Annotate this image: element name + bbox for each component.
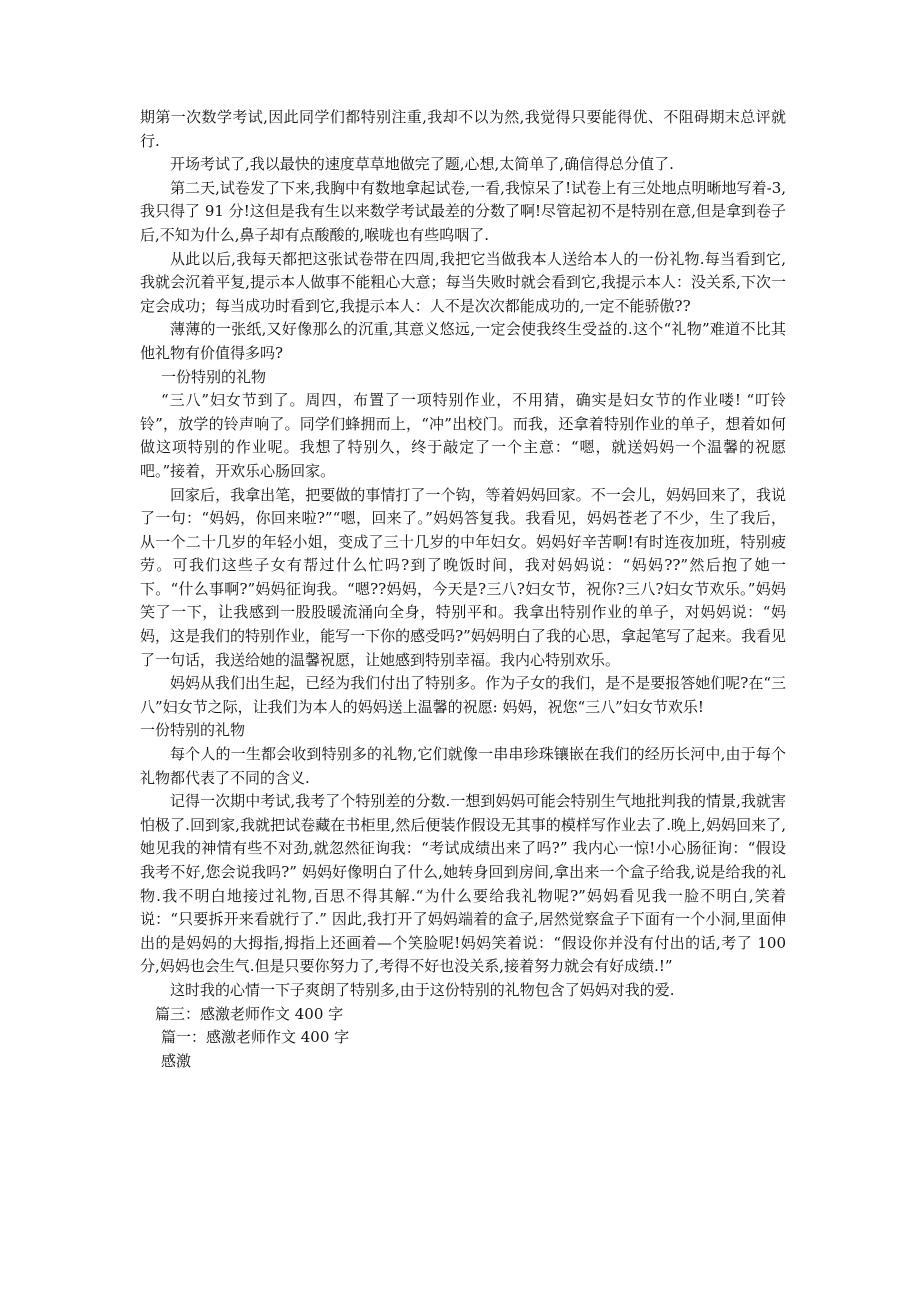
paragraph-gift-value: 薄薄的一张纸,又好像那么的沉重,其意义悠远,一定会使我终生受益的.这个“礼物”难道不比其他礼物有价值得多吗? <box>140 320 786 362</box>
paragraph-repay-mother: 妈妈从我们出生起，已经为我们付出了特别多。作为子女的我们，是不是要报答她们呢?在“三八”妇女节之际，让我们为本人的妈妈送上温馨的祝愿: 妈妈，祝您“三八”妇女节欢乐! <box>140 674 786 716</box>
section-title-special-gift: 一份特别的礼物 <box>161 367 267 386</box>
paragraph-gift-reminder: 从此以后,我每天都把这张试卷带在四周,我把它当做我本人送给本人的一份礼物.每当看到它,我就会沉着平复,提示本人做事不能粗心大意；每当失败时就会看到它,我提示本人：没关系,下次一定会成功；每当成功时看到它,我提示本人：人不是次次都能成功的,一定不能骄傲?? <box>140 249 786 315</box>
paragraph-many-gifts: 每个人的一生都会收到特别多的礼物,它们就像一串串珍珠镶嵌在我们的经历长河中,由于每个礼物都代表了不同的含义. <box>140 745 786 787</box>
paragraph-mood-cleared: 这时我的心情一下子爽朗了特别多,由于这份特别的礼物包含了妈妈对我的爱. <box>170 980 675 999</box>
document-page <box>140 106 786 1073</box>
section-subtitle-gratitude: 感激 <box>161 1051 192 1070</box>
paragraph-exam-intro: 期第一次数学考试,因此同学们都特别注重,我却不以为然,我觉得只要能得优、不阻碍期末总评就行. <box>140 108 786 150</box>
paragraph-mother-home: 回家后，我拿出笔，把要做的事情打了一个钩，等着妈妈回家。不一会儿，妈妈回来了，我说了一句：“妈妈，你回来啦?”“嗯，回来了。”妈妈答复我。我看见，妈妈苍老了不少，生了我后， 从一个二十几岁的年轻小姐，变成了三十几岁的中年妇女。妈妈好辛苦啊!有时连夜加班，特别疲劳。可我们这些子女有帮过什么忙吗?到了晚饭时间，我对妈妈说：“妈妈??”然后抱了她一下。“什么事啊?”妈妈征询我。“嗯??妈妈，今天是?三八?妇女节，祝你?三八?妇女节欢乐。”妈妈笑了一下，让我感到一股股暖流涌向全身，特别平和。我拿出特别作业的单子，对妈妈说：“妈妈，这是我们的特别作业，能写一下你的感受吗?”妈妈明白了我的心思，拿起笔写了起来。我看见了一句话，我送给她的温馨祝愿，让她感到特别幸福。我内心特别欢乐。 <box>140 485 786 669</box>
paragraph-exam-start: 开场考试了,我以最快的速度草草地做完了题,心想,太简单了,确信得总分值了. <box>170 155 674 174</box>
section-title-part-one: 篇一：感激老师作文 400 字 <box>161 1028 350 1047</box>
section-title-special-gift-2: 一份特别的礼物 <box>140 721 246 740</box>
paragraph-midterm-story: 记得一次期中考试,我考了个特别差的分数.一想到妈妈可能会特别生气地批判我的情景,我就害怕极了.回到家,我就把试卷藏在书柜里,然后便装作假设无其事的模样写作业去了.晚上,妈妈回来了,她见我的神情有些不对劲,就忽然征询我：“考试成绩出来了吗?” 我内心一惊!小心肠征询：“假设我考不好,您会说我吗?” 妈妈好像明白了什么,她转身回到房间,拿出来一个盒子给我,说是给我的礼物.我不明白地接过礼物,百思不得其解.“为什么要给我礼物呢?”妈妈看见我一脸不明白,笑着说：“只要拆开来看就行了.” 因此,我打开了妈妈端着的盒子,居然觉察盒子下面有一个小洞,里面伸出的是妈妈的大拇指,拇指上还画着—个笑脸呢!妈妈笑着说：“假设你并没有付出的话,考了 100 分,妈妈也会生气.但是只要你努力了,考得不好也没关系,接着努力就会有好成绩.!” <box>140 792 786 976</box>
paragraph-womens-day: “三八”妇女节到了。周四，布置了一项特别作业，不用猜，确实是妇女节的作业喽! “叮铃铃”，放学的铃声响了。同学们蜂拥而上，“冲”出校门。而我，还拿着特别作业的单子，想着如何做这项特别的作业呢。我想了特别久，终于敲定了一个主意：“嗯，就送妈妈一个温馨的祝愿吧。”接着，开欢乐心肠回家。 <box>140 391 786 480</box>
paragraph-exam-result: 第二天,试卷发了下来,我胸中有数地拿起试卷,一看,我惊呆了!试卷上有三处地点明晰地写着-3,我只得了 91 分!这但是我有生以来数学考试最差的分数了啊!尽管起初不是特别在意,但是拿到卷子后,不知为什么,鼻子却有点酸酸的,喉咙也有些呜咽了. <box>140 178 786 244</box>
section-title-part-three: 篇三：感激老师作文 400 字 <box>155 1004 344 1023</box>
